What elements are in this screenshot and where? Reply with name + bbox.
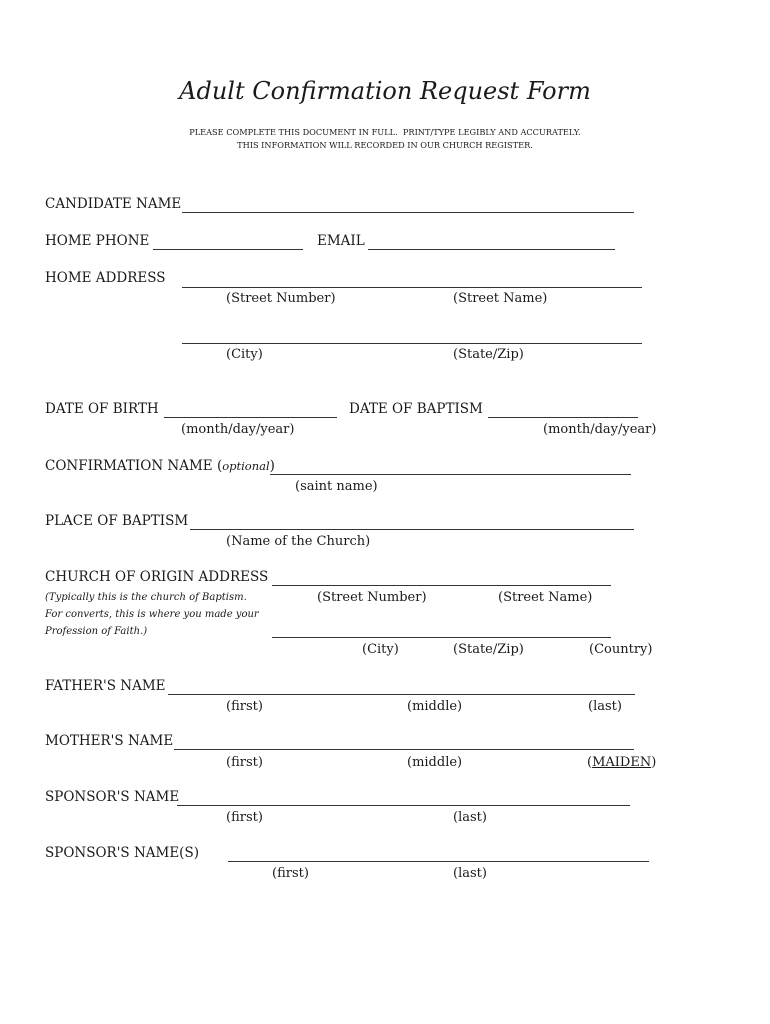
email-label: EMAIL bbox=[317, 233, 365, 249]
church-origin-street-field[interactable] bbox=[272, 585, 611, 586]
sponsor2-first-hint: (first) bbox=[272, 866, 309, 881]
sponsors-name-label: SPONSOR'S NAME bbox=[45, 789, 180, 805]
sponsor-last-hint: (last) bbox=[453, 810, 487, 825]
instructions-line-2: THIS INFORMATION WILL RECORDED IN OUR CHURCH REGISTER. bbox=[237, 140, 533, 150]
father-last-hint: (last) bbox=[588, 699, 622, 714]
home-address-label: HOME ADDRESS bbox=[45, 270, 166, 286]
church-city-hint: (City) bbox=[362, 642, 399, 657]
optional-text: optional bbox=[222, 459, 270, 473]
date-of-baptism-field[interactable] bbox=[488, 417, 638, 418]
fathers-name-field[interactable] bbox=[168, 694, 635, 695]
place-of-baptism-label: PLACE OF BAPTISM bbox=[45, 513, 189, 529]
sponsors-name-field[interactable] bbox=[177, 805, 630, 806]
mother-middle-hint: (middle) bbox=[407, 755, 463, 770]
father-first-hint: (first) bbox=[226, 699, 263, 714]
father-middle-hint: (middle) bbox=[407, 699, 463, 714]
mothers-name-field[interactable] bbox=[174, 749, 634, 750]
form-title: Adult Confirmation Request Form bbox=[179, 77, 591, 105]
confirmation-name-field[interactable] bbox=[270, 474, 631, 475]
home-address-city-field[interactable] bbox=[182, 343, 642, 344]
home-state-zip-hint: (State/Zip) bbox=[453, 347, 524, 362]
church-origin-note-1: (Typically this is the church of Baptism. bbox=[45, 592, 247, 603]
fathers-name-label: FATHER'S NAME bbox=[45, 678, 166, 694]
email-field[interactable] bbox=[368, 249, 615, 250]
date-of-birth-hint: (month/day/year) bbox=[181, 422, 295, 437]
home-city-hint: (City) bbox=[226, 347, 263, 362]
sponsor2-last-hint: (last) bbox=[453, 866, 487, 881]
church-name-hint: (Name of the Church) bbox=[226, 534, 371, 549]
church-origin-note-2: For converts, this is where you made your bbox=[45, 609, 259, 620]
instructions-line-1: PLEASE COMPLETE THIS DOCUMENT IN FULL. PRINT/TYPE LEGIBLY AND ACCURATELY. bbox=[189, 127, 581, 137]
candidate-name-field[interactable] bbox=[182, 212, 634, 213]
mothers-name-label: MOTHER'S NAME bbox=[45, 733, 174, 749]
church-street-name-hint: (Street Name) bbox=[498, 590, 593, 605]
date-of-birth-field[interactable] bbox=[164, 417, 337, 418]
church-country-hint: (Country) bbox=[589, 642, 653, 657]
date-of-birth-label: DATE OF BIRTH bbox=[45, 401, 159, 417]
church-origin-note-3: Profession of Faith.) bbox=[45, 626, 148, 637]
home-phone-label: HOME PHONE bbox=[45, 233, 150, 249]
church-street-number-hint: (Street Number) bbox=[317, 590, 427, 605]
church-of-origin-label: CHURCH OF ORIGIN ADDRESS bbox=[45, 569, 269, 585]
place-of-baptism-field[interactable] bbox=[190, 529, 634, 530]
mother-first-hint: (first) bbox=[226, 755, 263, 770]
date-of-baptism-label: DATE OF BAPTISM bbox=[349, 401, 483, 417]
confirmation-name-label: CONFIRMATION NAME (optional) bbox=[45, 458, 275, 474]
sponsors-names-field[interactable] bbox=[228, 861, 649, 862]
mother-maiden-hint: (MAIDEN) bbox=[587, 755, 657, 770]
date-of-baptism-hint: (month/day/year) bbox=[543, 422, 657, 437]
sponsor-first-hint: (first) bbox=[226, 810, 263, 825]
sponsors-names-label: SPONSOR'S NAME(S) bbox=[45, 845, 199, 861]
saint-name-hint: (saint name) bbox=[295, 479, 378, 494]
home-address-street-field[interactable] bbox=[182, 287, 642, 288]
home-street-number-hint: (Street Number) bbox=[226, 291, 336, 306]
home-phone-field[interactable] bbox=[153, 249, 303, 250]
home-street-name-hint: (Street Name) bbox=[453, 291, 548, 306]
candidate-name-label: CANDIDATE NAME bbox=[45, 196, 182, 212]
church-origin-city-field[interactable] bbox=[272, 637, 611, 638]
church-state-zip-hint: (State/Zip) bbox=[453, 642, 524, 657]
